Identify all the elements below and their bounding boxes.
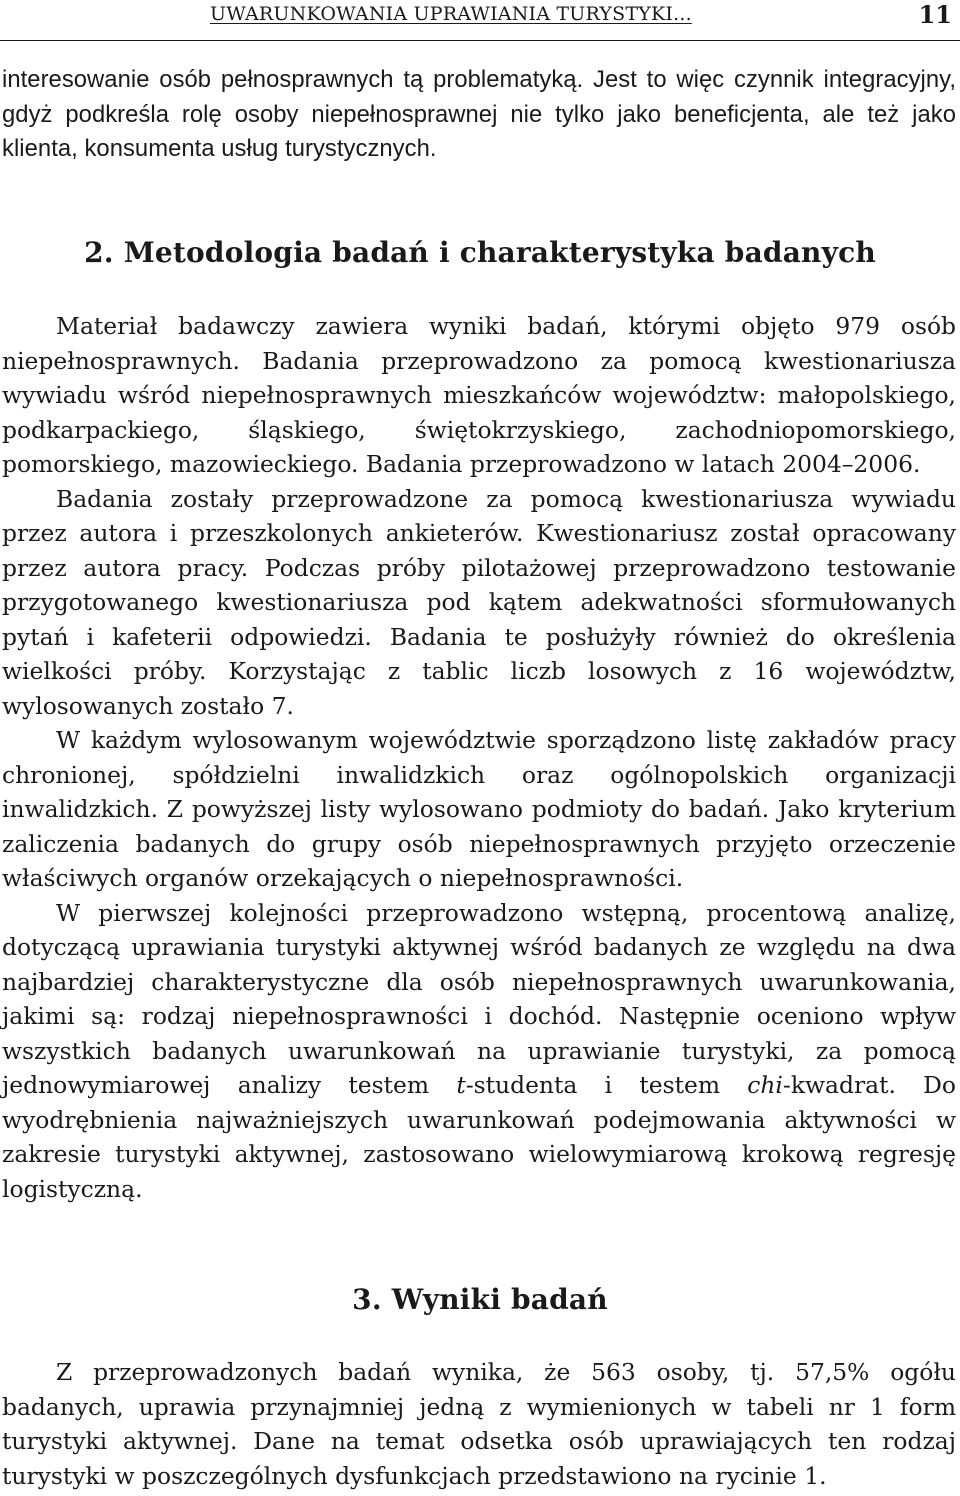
methodology-paragraph-2: Badania zostały przeprowadzone za pomocą kwestionariusza wywiadu przez autora i przeszkolonych ankieterów. Kwestionariusz został opracowany przez autora pracy. Podczas próby pilotażowej przeprowadzono testowanie przygotowanego kwestionariusza pod kątem adekwatności sformułowanych pytań i kafeterii odpowiedzi. Badania te posłużyły również do określenia wielkości próby. Korzystając z tablic liczb losowych z 16 województw, wylosowanych zostało 7. — [2, 484, 956, 720]
analysis-text-part-2: -studenta i testem — [465, 1071, 748, 1099]
running-header — [0, 0, 960, 41]
methodology-paragraph-3: W każdym wylosowanym województwie sporządzono listę zakładów pracy chronionej, spółdzielni inwalidzkich oraz ogólnopolskich organizacji inwalidzkich. Z powyższej listy wylosowano podmioty do badań. Jako kryterium zaliczenia badanych do grupy osób niepełnosprawnych przyjęto orzeczenie właściwych organów orzekających o niepełnosprawności. — [2, 726, 956, 892]
intro-text-block — [2, 63, 956, 167]
analysis-text-part-1: W pierwszej kolejności przeprowadzono wstępną, procentową analizę, dotyczącą uprawiania turystyki aktywnej wśród badanych ze względu na dwa najbardziej charakterystyczne dla osób niepełnosprawnych uwarunkowania, jakimi są: rodzaj niepełnosprawności i dochód. Następnie oceniono wpływ wszystkich badanych uwarunkowań na uprawianie turystyki, za pomocą jednowymiarowej analizy testem — [2, 898, 956, 1099]
running-title: UWARUNKOWANIA UPRAWIANIA TURYSTYKI... — [210, 3, 692, 25]
section-3-body — [2, 1355, 956, 1493]
section-2-body — [2, 309, 956, 1206]
chi-square-term: chi — [747, 1071, 783, 1099]
section-2-heading: 2. Metodologia badań i charakterystyka badanych — [84, 236, 876, 269]
t-student-term: t — [456, 1071, 466, 1099]
intro-paragraph: interesowanie osób pełnosprawnych tą problematyką. Jest to więc czynnik integracyjny, gdyż podkreśla rolę osoby niepełnosprawnej nie tylko jako beneficjenta, ale też jako klienta, konsumenta usług turystycznych. — [2, 66, 956, 162]
page-number: 11 — [918, 0, 952, 29]
analysis-paragraph — [2, 896, 956, 1207]
analysis-text-part-3: -kwadrat. Do wyodrębnienia najważniejszych uwarunkowań podejmowania aktywności w zakresie turystyki aktywnej, zastosowano wielowymiarową krokową regresję logistyczną. — [2, 1071, 956, 1203]
results-paragraph: Z przeprowadzonych badań wynika, że 563 osoby, tj. 57,5% ogółu badanych, uprawia przynajmniej jedną z wymienionych w tabeli nr 1 form turystyki aktywnej. Dane na temat odsetka osób uprawiających ten rodzaj turystyki w poszczególnych dysfunkcjach przedstawiono na rycinie 1. — [2, 1358, 956, 1490]
methodology-paragraph-1: Materiał badawczy zawiera wyniki badań, którymi objęto 979 osób niepełnosprawnych. Badania przeprowadzono za pomocą kwestionariusza wywiadu wśród niepełnosprawnych mieszkańców województw: małopolskiego, podkarpackiego, śląskiego, świętokrzyskiego, zachodniopomorskiego, pomorskiego, mazowieckiego. Badania przeprowadzono w latach 2004–2006. — [2, 312, 956, 478]
section-3-heading: 3. Wyniki badań — [352, 1283, 608, 1316]
